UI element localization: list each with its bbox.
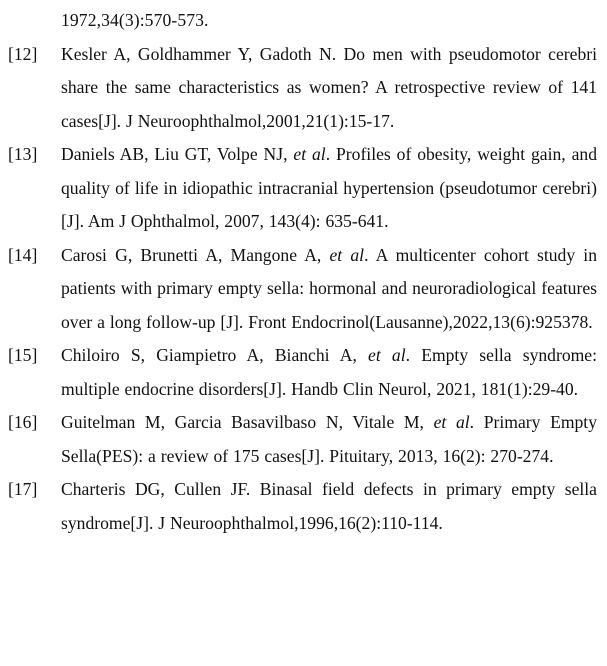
reference-segment: Kesler A, Goldhammer Y, Gadoth N. Do men with pseudomotor cerebri share the same characteristics as women? A retrospective review of 141 cases[J]. J Neuroophthalmol,2001,21(1):15-17. xyxy=(61,43,597,131)
reference-segment: . Empty sella syndrome: multiple endocrine disorders[J]. Handb Clin Neurol, 2021, 181(1):29-40. xyxy=(61,345,598,399)
reference-list xyxy=(8,38,597,541)
reference-continuation: 1972,34(3):570-573. xyxy=(61,10,209,30)
reference-entry xyxy=(8,339,597,406)
reference-entry xyxy=(8,473,597,540)
reference-text xyxy=(61,473,597,540)
reference-number: [17] xyxy=(8,479,38,499)
reference-number: [15] xyxy=(8,345,38,365)
reference-number: [14] xyxy=(8,244,38,265)
reference-entry xyxy=(8,38,597,139)
reference-text xyxy=(61,339,597,406)
reference-entry xyxy=(8,239,597,340)
reference-segment: Guitelman M, Garcia Basavilbaso N, Vitale M, xyxy=(61,412,434,432)
reference-number: [12] xyxy=(8,43,38,64)
reference-segment: Carosi G, Brunetti A, Mangone A, xyxy=(61,244,330,265)
reference-segment: Chiloiro S, Giampietro A, Bianchi A, xyxy=(61,345,369,365)
reference-text xyxy=(61,239,597,340)
reference-entry xyxy=(8,406,597,473)
reference-text xyxy=(61,138,597,239)
reference-italic-segment: et al xyxy=(368,345,406,365)
reference-segment: Charteris DG, Cullen JF. Binasal field defects in primary empty sella syndrome[J]. J Neuroophthalmol,1996,16(2):110-114. xyxy=(61,479,597,533)
reference-segment: . Profiles of obesity, weight gain, and quality of life in idiopathic intracranial hypertension (pseudotumor cerebri)[J]. Am J Ophthalmol, 2007, 143(4): 635-641. xyxy=(61,144,597,231)
reference-segment: . Primary Empty Sella(PES): a review of 175 cases[J]. Pituitary, 2013, 16(2): 270-274. xyxy=(61,412,597,466)
reference-entry xyxy=(8,138,597,239)
reference-number: [16] xyxy=(8,412,38,432)
reference-text xyxy=(61,38,597,139)
reference-segment: . A multicenter cohort study in patients with primary empty sella: hormonal and neuroradiological features over a long follow-up [J]. Front Endocrinol(Lausanne),2022,13(6):925378. xyxy=(61,244,597,332)
reference-italic-segment: et al xyxy=(293,144,326,164)
reference-segment: Daniels AB, Liu GT, Volpe NJ, xyxy=(61,144,294,164)
reference-italic-segment: et al xyxy=(329,244,365,265)
reference-italic-segment: et al xyxy=(433,412,470,432)
reference-text xyxy=(61,406,597,473)
reference-number: [13] xyxy=(8,144,38,164)
